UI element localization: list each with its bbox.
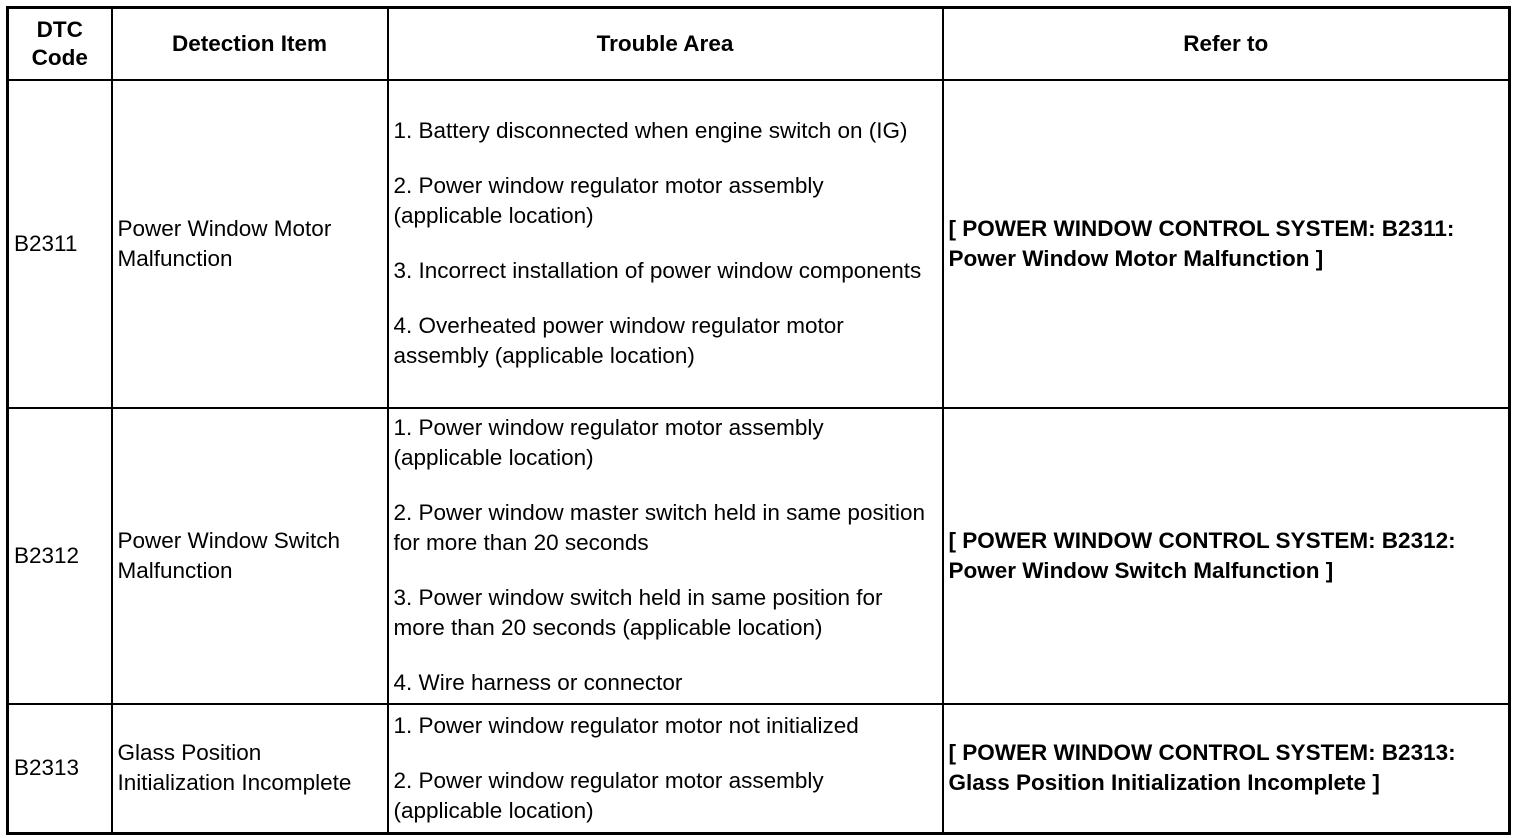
trouble-item: 1. Power window regulator motor assembly (applicable location) xyxy=(393,415,824,470)
trouble-area xyxy=(388,704,943,834)
refer-link[interactable]: [ POWER WINDOW CONTROL SYSTEM: B2313: Glass Position Initialization Incomplete ] xyxy=(943,704,1510,834)
refer-link[interactable]: [ POWER WINDOW CONTROL SYSTEM: B2311: Power Window Motor Malfunction ] xyxy=(943,80,1510,408)
trouble-item: 4. Wire harness or connector xyxy=(393,670,683,695)
trouble-item: 3. Incorrect installation of power window components xyxy=(393,258,922,283)
header-detection-item: Detection Item xyxy=(112,8,388,80)
table-row xyxy=(8,408,1510,704)
trouble-item: 1. Power window regulator motor not initialized xyxy=(393,712,859,738)
dtc-table xyxy=(6,6,1511,835)
trouble-item: 2. Power window regulator motor assembly (applicable location) xyxy=(393,173,824,228)
trouble-item: 4. Overheated power window regulator motor assembly (applicable location) xyxy=(393,313,844,368)
dtc-code: B2313 xyxy=(8,704,112,834)
header-refer-to: Refer to xyxy=(943,8,1510,80)
detection-item: Power Window Motor Malfunction xyxy=(112,80,388,408)
table-header-row xyxy=(8,8,1510,80)
trouble-item: 3. Power window switch held in same position for more than 20 seconds (applicable location) xyxy=(393,585,883,640)
trouble-item: 2. Power window master switch held in same position for more than 20 seconds xyxy=(393,500,925,555)
detection-item: Power Window Switch Malfunction xyxy=(112,408,388,704)
trouble-item: 1. Battery disconnected when engine switch on (IG) xyxy=(393,118,908,143)
trouble-item: 2. Power window regulator motor assembly (applicable location) xyxy=(393,767,824,823)
refer-link[interactable]: [ POWER WINDOW CONTROL SYSTEM: B2312: Power Window Switch Malfunction ] xyxy=(943,408,1510,704)
table-row xyxy=(8,704,1510,834)
trouble-area xyxy=(388,408,943,704)
dtc-code: B2312 xyxy=(8,408,112,704)
header-trouble-area: Trouble Area xyxy=(388,8,943,80)
trouble-area xyxy=(388,80,943,408)
header-dtc-code: DTC Code xyxy=(8,8,112,80)
dtc-code: B2311 xyxy=(8,80,112,408)
detection-item: Glass Position Initialization Incomplete xyxy=(112,704,388,834)
table-row xyxy=(8,80,1510,408)
